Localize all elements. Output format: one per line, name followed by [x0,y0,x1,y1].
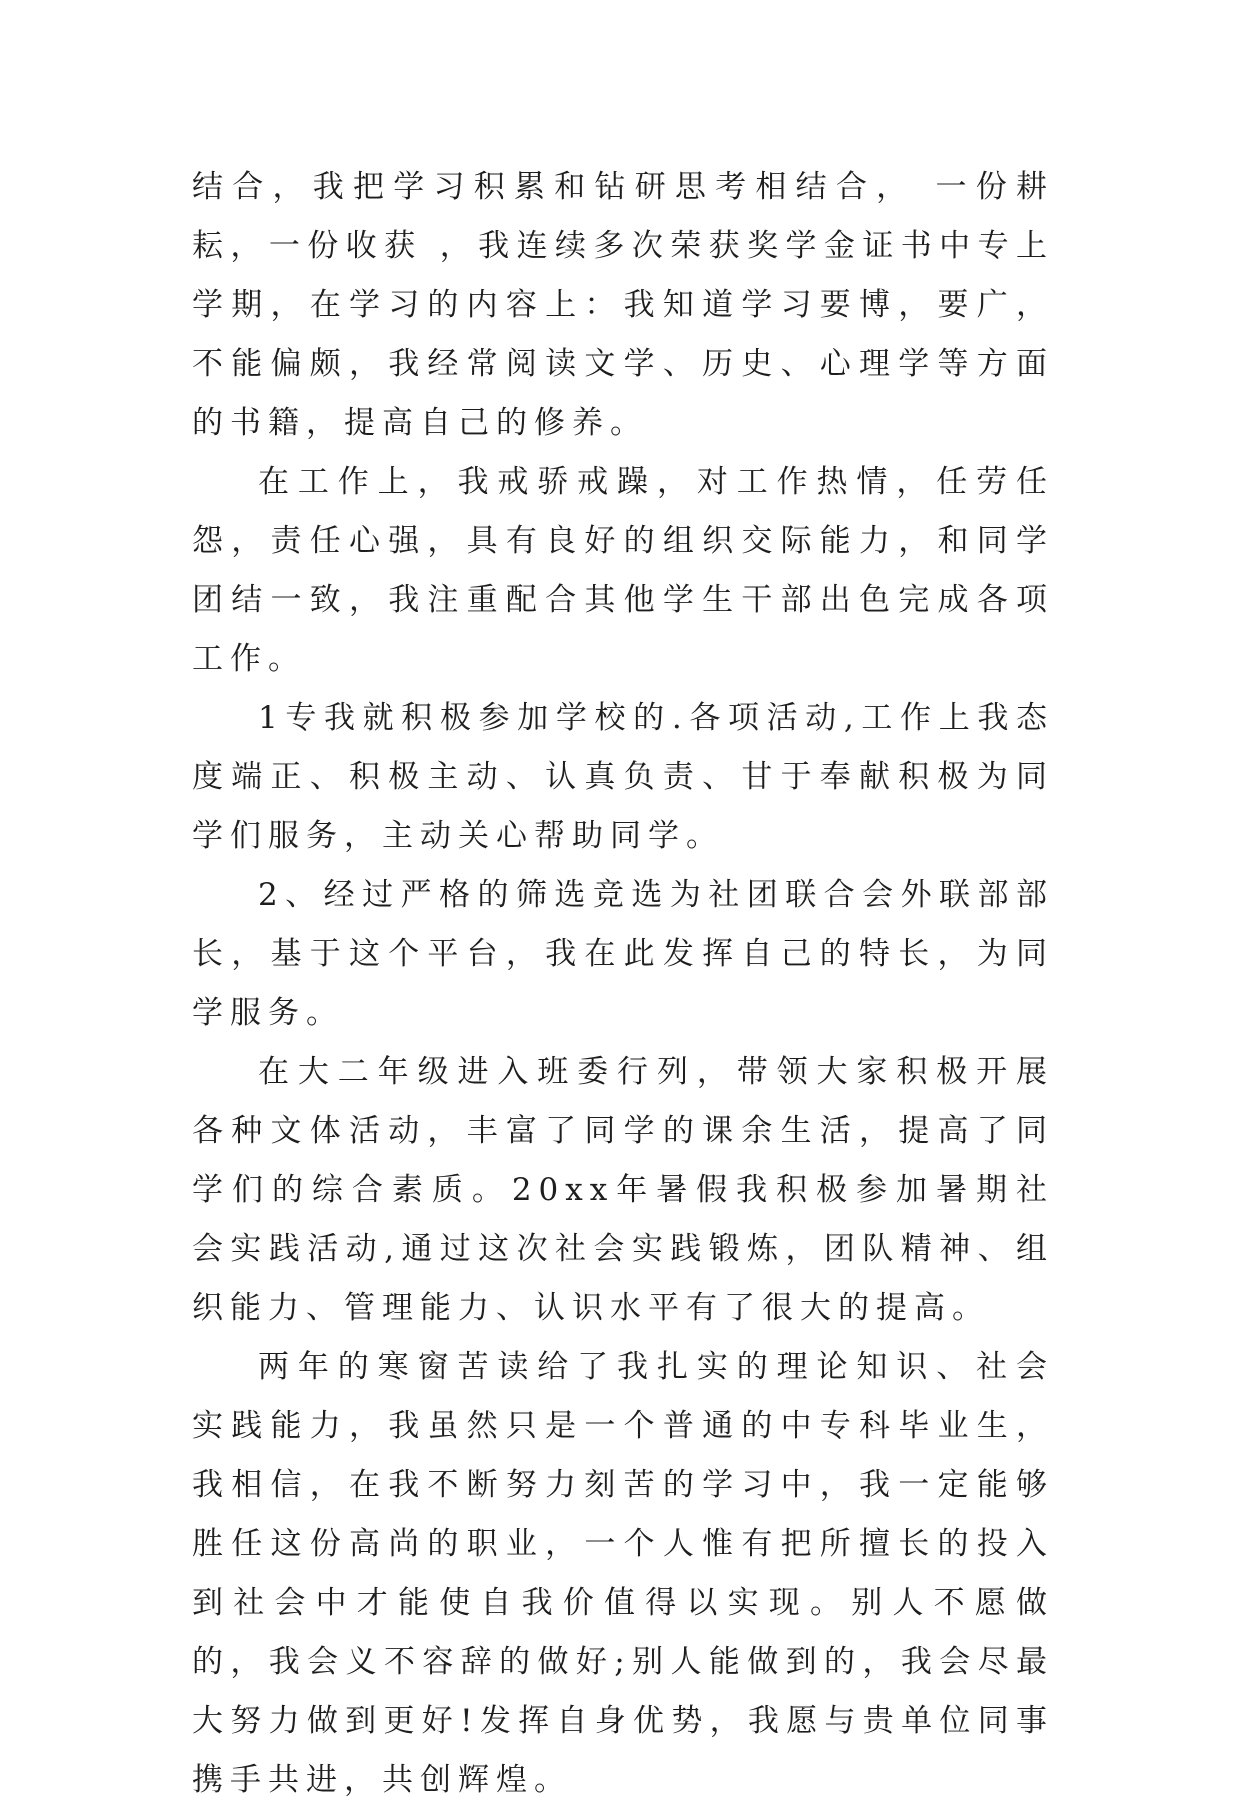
paragraph-3: 1专我就积极参加学校的.各项活动,工作上我态度端正、积极主动、认真负责、甘于奉献积极为同学们服务，主动关心帮助同学。 [192,700,1054,854]
paragraph-1: 结合，我把学习积累和钻研思考相结合， 一份耕耘，一份收获 ，我连续多次荣获奖学金证书中专上学期，在学习的内容上：我知道学习要博，要广，不能偏颇，我经常阅读文学、历史、心理学等方面的书籍，提高自己的修养。 [192,169,1054,441]
document-body [192,158,1054,1810]
paragraph-5: 在大二年级进入班委行列，带领大家积极开展各种文体活动，丰富了同学的课余生活，提高了同学们的综合素质。20xx年暑假我积极参加暑期社会实践活动,通过这次社会实践锻炼，团队精神、组织能力、管理能力、认识水平有了很大的提高。 [192,1054,1054,1326]
paragraph-2: 在工作上，我戒骄戒躁，对工作热情，任劳任怨，责任心强，具有良好的组织交际能力，和同学团结一致，我注重配合其他学生干部出色完成各项工作。 [192,464,1054,677]
paragraph-4: 2、经过严格的筛选竞选为社团联合会外联部部长，基于这个平台，我在此发挥自己的特长，为同学服务。 [192,877,1054,1031]
paragraph-6: 两年的寒窗苦读给了我扎实的理论知识、社会实践能力，我虽然只是一个普通的中专科毕业生，我相信，在我不断努力刻苦的学习中，我一定能够胜任这份高尚的职业，一个人惟有把所擅长的投入到社会中才能使自我价值得以实现。别人不愿做的，我会义不容辞的做好;别人能做到的，我会尽最大努力做到更好!发挥自身优势，我愿与贵单位同事携手共进，共创辉煌。 [192,1349,1054,1798]
